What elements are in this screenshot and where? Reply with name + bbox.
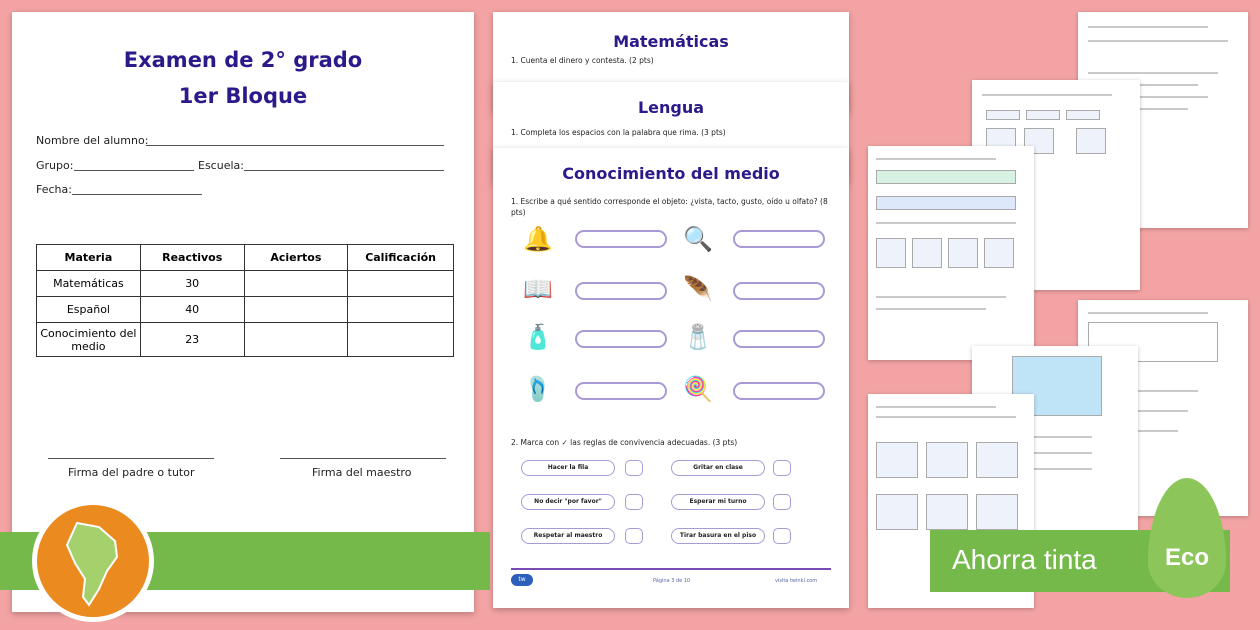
rule-option: No decir "por favor"	[521, 494, 615, 510]
medio-question-2: 2. Marca con ✓ las reglas de convivencia adecuadas. (3 pts)	[511, 438, 738, 447]
rule-checkbox[interactable]	[625, 460, 643, 476]
cover-subtitle: 1er Bloque	[178, 84, 308, 108]
row-correct	[244, 297, 348, 323]
parent-signature-label: Firma del padre o tutor	[68, 466, 195, 479]
row-items: 40	[140, 297, 244, 323]
footer-url: visita twinkl.com	[775, 578, 818, 584]
medio-question-1: 1. Escribe a qué sentido corresponde el objeto: ¿vista, tacto, gusto, oído u olfato? (8 pts)	[511, 197, 828, 217]
row-subject: Conocimiento del medio	[37, 323, 141, 357]
row-subject: Español	[37, 297, 141, 323]
row-items: 23	[140, 323, 244, 357]
rule-checkbox[interactable]	[625, 494, 643, 510]
teacher-signature-line	[280, 458, 446, 459]
answer-field[interactable]	[733, 230, 825, 248]
perfume-icon: 🧴	[523, 323, 553, 351]
page-number: Página 3 de 10	[653, 578, 691, 584]
rule-checkbox[interactable]	[625, 528, 643, 544]
rule-checkbox[interactable]	[773, 528, 791, 544]
school-line	[244, 170, 444, 171]
eco-badge: Eco	[1164, 544, 1209, 571]
row-correct	[244, 271, 348, 297]
student-name-line	[146, 145, 444, 146]
math-title: Matemáticas	[613, 32, 729, 51]
footer-bar	[511, 568, 831, 570]
thumbnail-page	[868, 146, 1034, 360]
answer-field[interactable]	[575, 330, 667, 348]
answer-field[interactable]	[733, 282, 825, 300]
medio-page	[493, 148, 849, 608]
row-items: 30	[140, 271, 244, 297]
answer-field[interactable]	[575, 230, 667, 248]
date-label: Fecha:	[36, 183, 72, 196]
answer-field[interactable]	[733, 330, 825, 348]
row-grade	[348, 323, 454, 357]
rule-checkbox[interactable]	[773, 494, 791, 510]
table-row	[37, 297, 454, 323]
rule-option: Hacer la fila	[521, 460, 615, 476]
medio-title: Conocimiento del medio	[562, 164, 780, 183]
teacher-signature-label: Firma del maestro	[312, 466, 412, 479]
rule-option: Tirar basura en el piso	[671, 528, 765, 544]
rule-option: Esperar mi turno	[671, 494, 765, 510]
school-label: Escuela:	[198, 159, 244, 172]
parent-signature-line	[48, 458, 214, 459]
cover-title: Examen de 2° grado	[123, 48, 363, 72]
group-label: Grupo:	[36, 159, 74, 172]
bell-icon: 🔔	[523, 225, 553, 253]
answer-field[interactable]	[575, 382, 667, 400]
table-header-row	[37, 245, 454, 271]
south-america-globe-icon	[32, 500, 154, 622]
rule-option: Respetar al maestro	[521, 528, 615, 544]
header-correct: Aciertos	[244, 245, 348, 271]
table-row	[37, 323, 454, 357]
row-grade	[348, 297, 454, 323]
table-row	[37, 271, 454, 297]
twinkl-logo: tw	[511, 574, 533, 586]
group-line	[74, 170, 194, 171]
row-grade	[348, 271, 454, 297]
date-line	[72, 194, 202, 195]
student-name-label: Nombre del alumno:	[36, 134, 149, 147]
rule-option: Gritar en clase	[671, 460, 765, 476]
answer-field[interactable]	[733, 382, 825, 400]
rule-checkbox[interactable]	[773, 460, 791, 476]
lengua-question: 1. Completa los espacios con la palabra que rima. (3 pts)	[511, 128, 726, 137]
header-grade: Calificación	[348, 245, 454, 271]
lengua-title: Lengua	[637, 98, 705, 117]
continent-shape	[37, 505, 149, 617]
book-icon: 📖	[523, 275, 553, 303]
feather-icon: 🪶	[683, 275, 713, 303]
lollipop-icon: 🍭	[683, 375, 713, 403]
row-subject: Matemáticas	[37, 271, 141, 297]
sandals-icon: 🩴	[523, 375, 553, 403]
magnifier-icon: 🔍	[683, 225, 713, 253]
header-items: Reactivos	[140, 245, 244, 271]
grades-table	[36, 244, 454, 357]
salt-shaker-icon: 🧂	[683, 323, 713, 351]
math-question: 1. Cuenta el dinero y contesta. (2 pts)	[511, 56, 654, 65]
answer-field[interactable]	[575, 282, 667, 300]
row-correct	[244, 323, 348, 357]
banner-text: Ahorra tinta	[952, 544, 1097, 575]
header-subject: Materia	[37, 245, 141, 271]
